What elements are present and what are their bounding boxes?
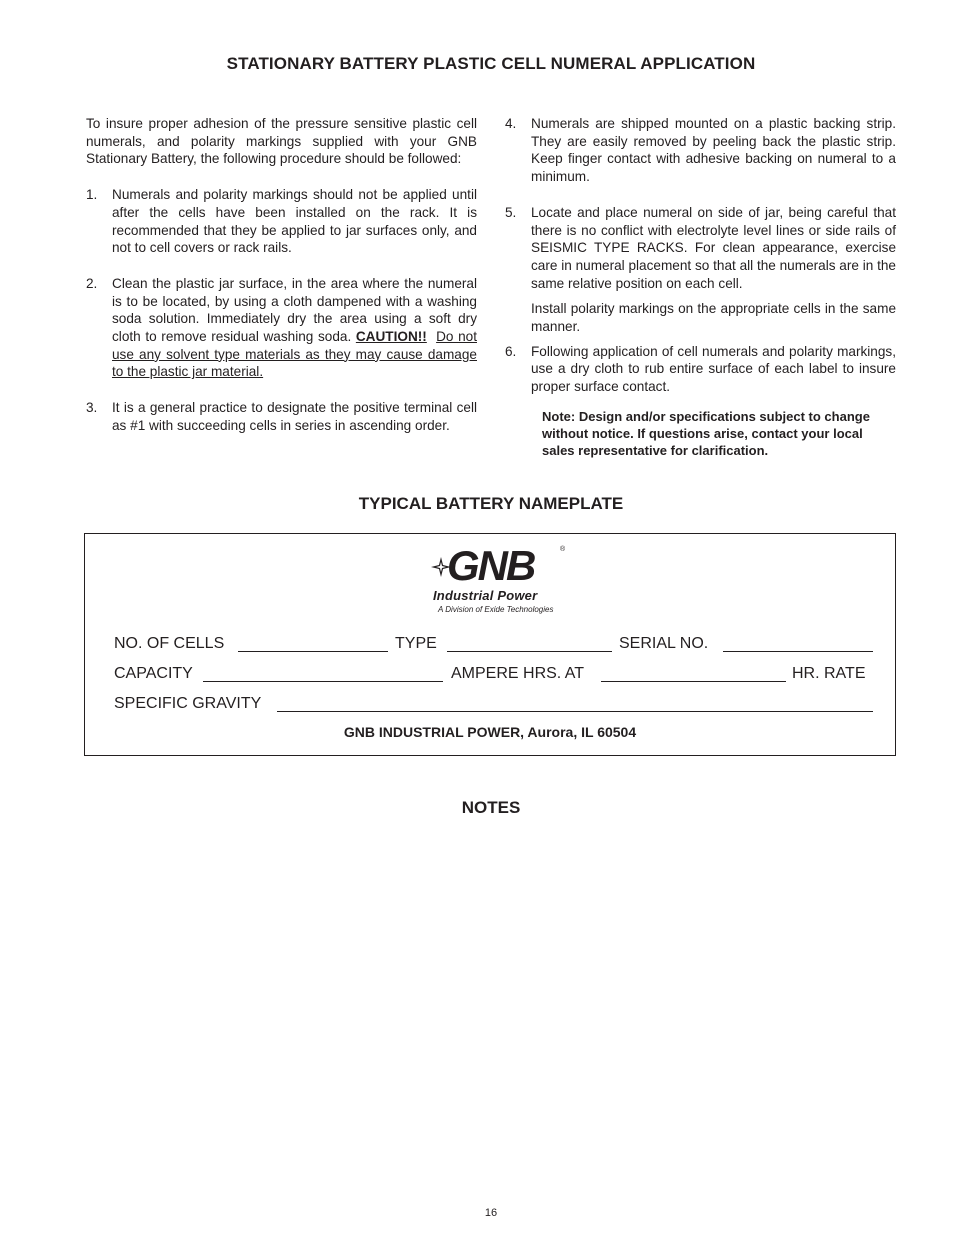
- blank-line-gravity: [277, 711, 873, 712]
- step-text: Locate and place numeral on side of jar, being careful that there is no conflict with electrolyte level lines or side rails of SEISMIC TYPE RACKS. For clean appearance, exercise care in numeral placement so that all the numerals are in the same relative position on each cell.: [531, 204, 896, 291]
- nameplate-footer: GNB INDUSTRIAL POWER, Aurora, IL 60504: [343, 724, 637, 740]
- page-title: STATIONARY BATTERY PLASTIC CELL NUMERAL APPLICATION: [226, 54, 756, 73]
- step-2-text: Clean the plastic jar surface, in the area where the numeral is to be located, by using a cloth dampened with a washing soda solution. Immediately dry the area using a soft dry cloth to remove residual washing soda.: [112, 275, 477, 345]
- intro-paragraph: To insure proper adhesion of the pressure sensitive plastic cell numerals, and polarity markings supplied with your GNB Stationary Battery, the following procedure should be followed:: [86, 116, 477, 167]
- step-3: [86, 399, 477, 434]
- blank-line-capacity: [203, 681, 443, 682]
- page-number: 16: [484, 1207, 498, 1219]
- disclaimer-note: Note: Design and/or specifications subject to change without notice. If questions arise, contact your local sales representative for clarification.: [542, 408, 870, 458]
- label-capacity: CAPACITY: [114, 665, 193, 682]
- label-ampere-hrs-at: AMPERE HRS. AT: [451, 665, 585, 682]
- label-specific-gravity: SPECIFIC GRAVITY: [114, 695, 262, 712]
- caution-text: Do not use any solvent type materials as they may cause damage to the plastic jar material.: [112, 329, 477, 380]
- step-text: Numerals and polarity markings should not be applied until after the cells have been installed on the rack. It is recommended that they be applied to jar surfaces only, and not to cell covers or rack rails.: [112, 187, 477, 256]
- step-text: Following application of cell numerals and polarity markings, use a dry cloth to rub entire surface of each label to insure proper surface contact.: [531, 343, 896, 395]
- step-4: [505, 115, 896, 186]
- step-number: 4.: [505, 116, 517, 131]
- gnb-logo: [430, 542, 570, 614]
- step-text: Numerals are shipped mounted on a plastic backing strip. They are easily removed by peeling back the plastic strip. Keep finger contact with adhesive backing on numeral to a minimum.: [531, 116, 896, 185]
- blank-line-type: [447, 651, 612, 652]
- step-number: 3.: [86, 400, 98, 416]
- blank-line-serial: [723, 651, 873, 652]
- step-5: [505, 204, 896, 336]
- step-number: 1.: [86, 187, 98, 203]
- step-6: [505, 343, 896, 396]
- step-text: It is a general practice to designate the positive terminal cell as #1 with succeeding cells in series in ascending order.: [112, 400, 477, 433]
- step-text: [112, 275, 477, 381]
- label-type: TYPE: [395, 635, 437, 652]
- logo-tagline: A Division of Exide Technologies: [438, 605, 554, 614]
- label-no-of-cells: NO. OF CELLS: [114, 635, 225, 652]
- label-serial-no: SERIAL NO.: [619, 635, 709, 652]
- step-number: 5.: [505, 204, 517, 220]
- blank-line-cells: [238, 651, 388, 652]
- step-2: [86, 275, 477, 381]
- step-number: 2.: [86, 275, 98, 291]
- step-1: [86, 186, 477, 257]
- logo-subtitle: Industrial Power: [433, 588, 538, 603]
- label-hr-rate: HR. RATE: [792, 665, 866, 682]
- step-5-extra: Install polarity markings on the appropriate cells in the same manner.: [531, 301, 896, 335]
- left-column: [86, 115, 477, 435]
- logo-wordmark: GNB: [447, 542, 535, 589]
- right-column: [505, 115, 896, 472]
- registered-mark: ®: [560, 546, 566, 553]
- blank-line-ampere: [601, 681, 786, 682]
- nameplate-heading: TYPICAL BATTERY NAMEPLATE: [358, 494, 624, 513]
- step-number: 6.: [505, 343, 517, 359]
- caution-label: CAUTION!!: [355, 329, 427, 345]
- notes-heading: NOTES: [461, 798, 521, 817]
- nameplate-box: [84, 533, 896, 756]
